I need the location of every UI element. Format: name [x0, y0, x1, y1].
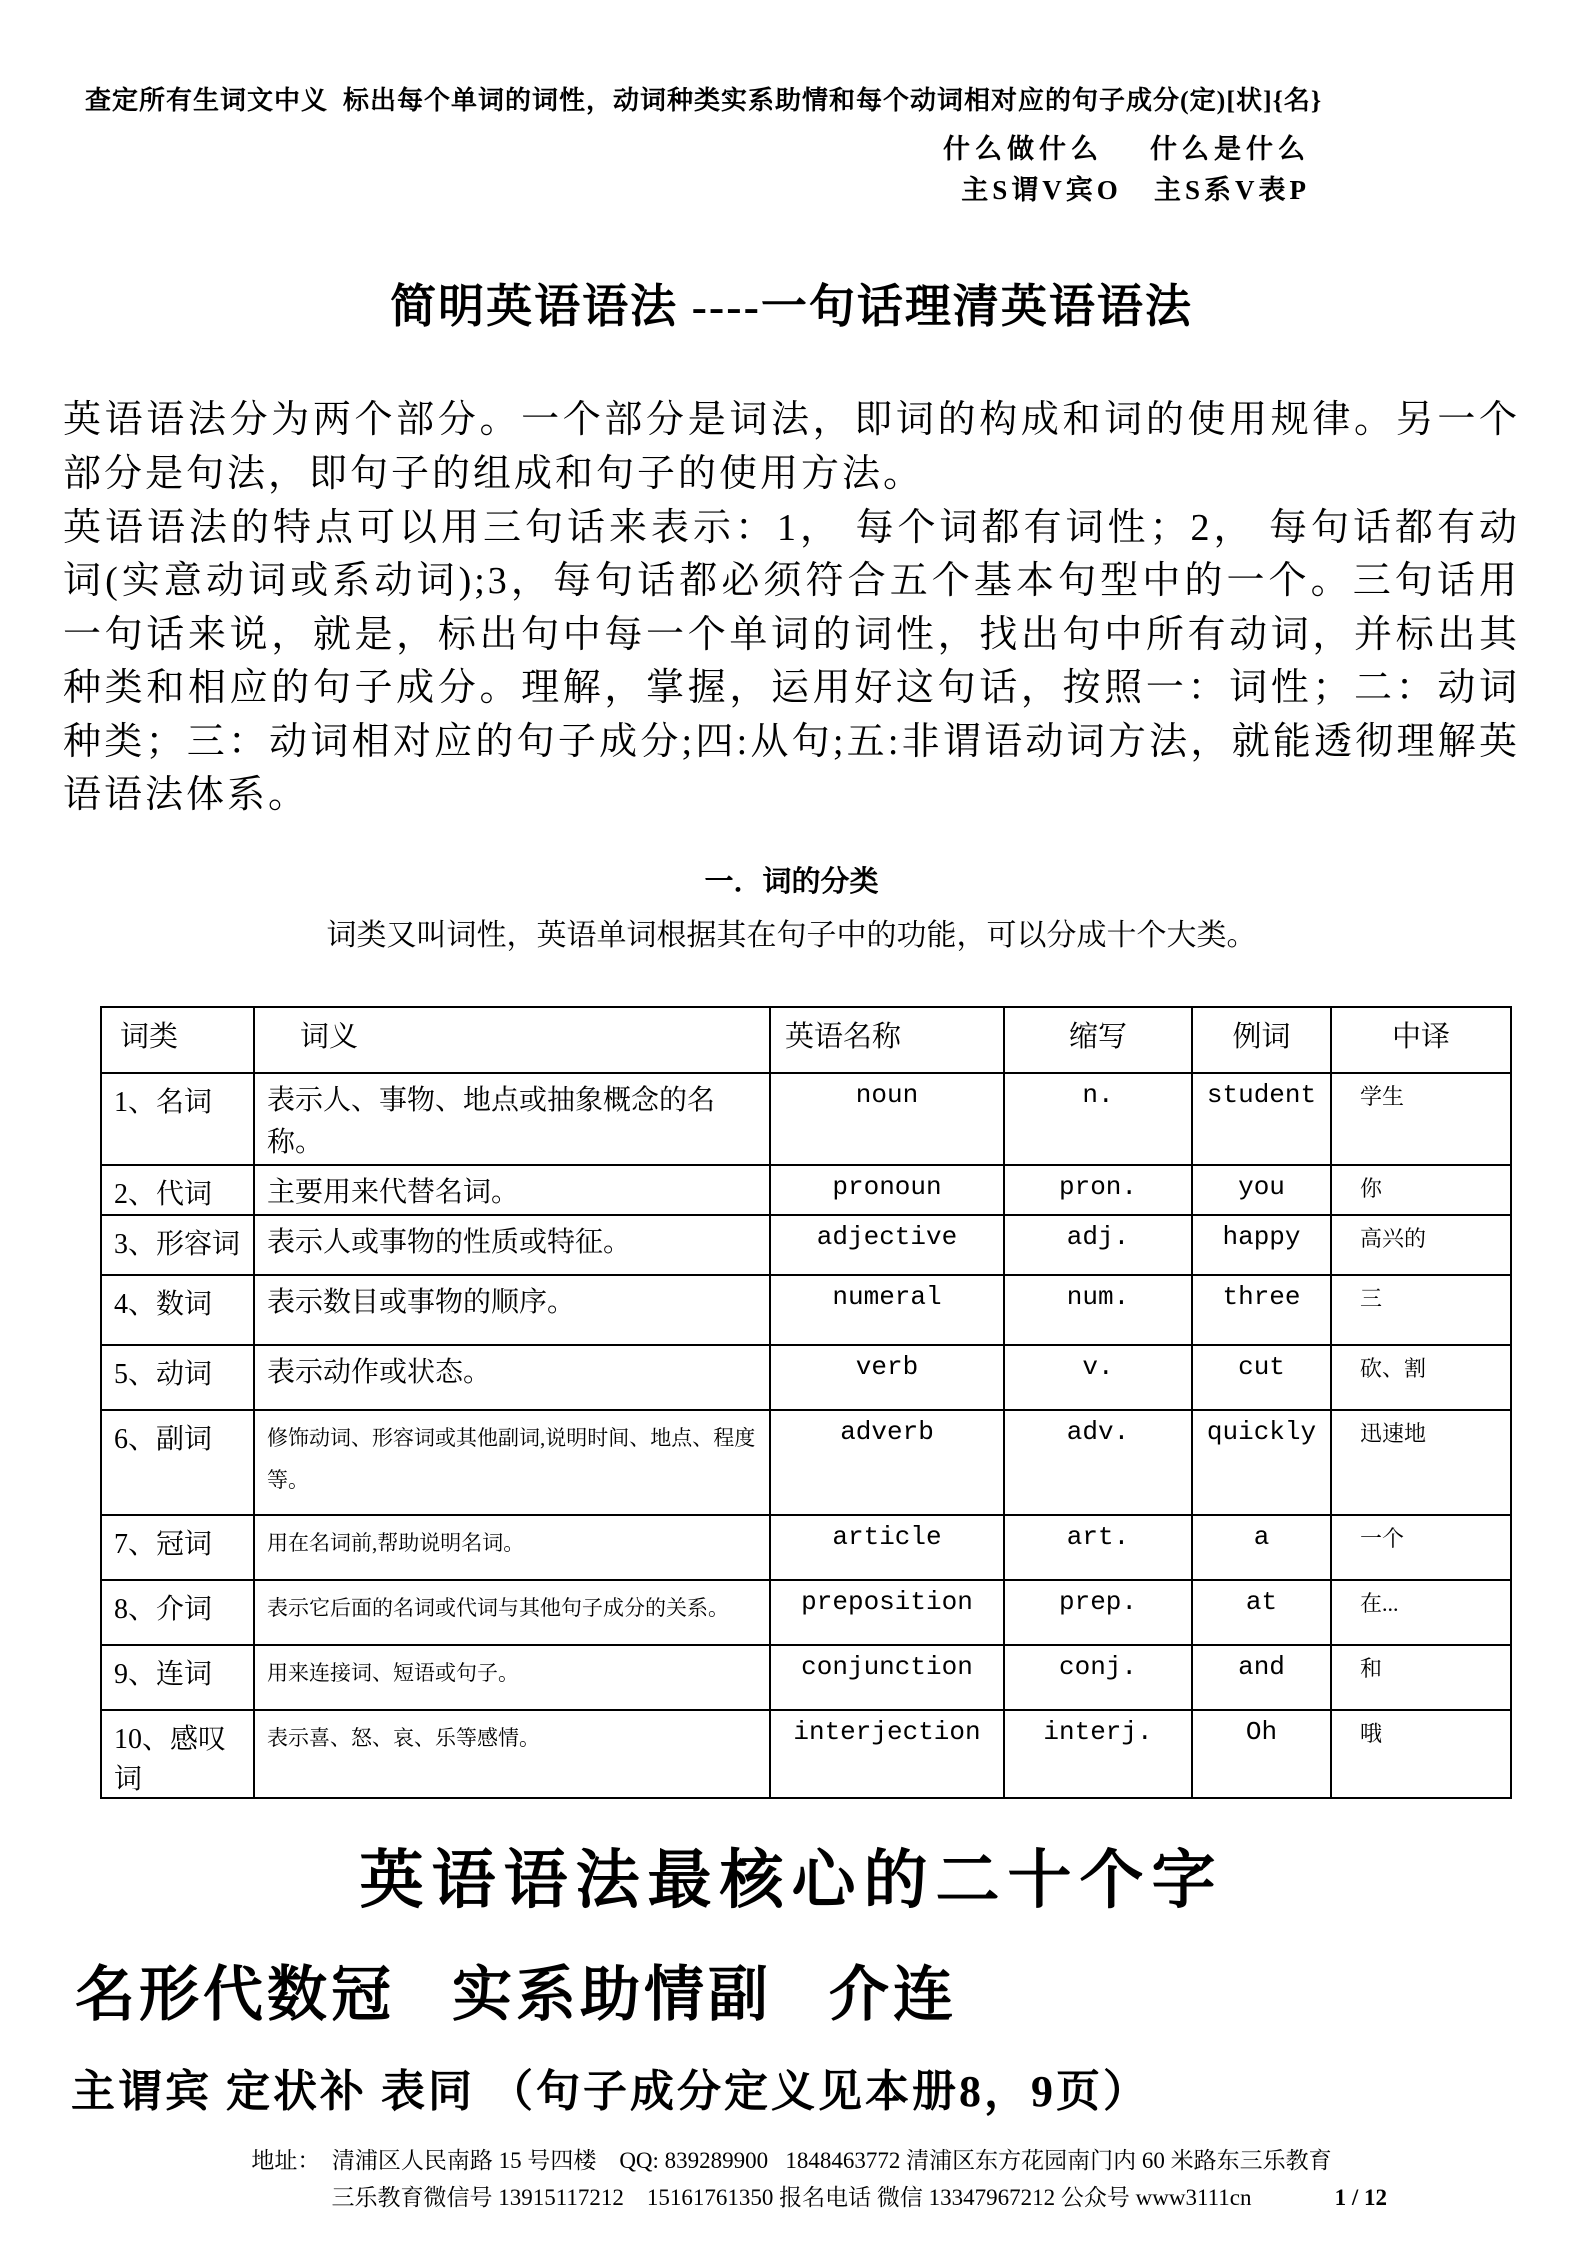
cell-abbreviation: adj. [1004, 1215, 1192, 1275]
table-row [101, 1165, 1511, 1215]
cell-chinese: 高兴的 [1331, 1215, 1511, 1275]
column-header-meaning: 词义 [254, 1007, 770, 1073]
page-title: 简明英语语法 ----一句话理清英语语法 [390, 281, 1193, 333]
intro-paragraph-2: 英语语法的特点可以用三句话来表示：1， 每个词都有词性；2， 每句话都有动词(实意动词或系动词);3，每句话都必须符合五个基本句型中的一个。三句话用一句话来说，就是，标出句中每一个单词的词性，找出句中所有动词，并标出其种类和相应的句子成分。理解，掌握，运用好这句话，按照一：词性；二：动词种类；三：动词相对应的句子成分;四:从句;五:非谓语动词方法，就能透彻理解英语语法体系。 [63, 506, 1520, 817]
section-heading: 一．词的分类 [704, 866, 879, 898]
cell-english-name: adjective [770, 1215, 1004, 1275]
cell-chinese: 你 [1331, 1165, 1511, 1215]
cell-chinese: 在... [1331, 1580, 1511, 1645]
cell-abbreviation: adv. [1004, 1410, 1192, 1515]
cell-example: Oh [1192, 1710, 1331, 1798]
cell-word-class: 10、感叹词 [101, 1710, 254, 1798]
intro-paragraph-1: 英语语法分为两个部分。一个部分是词法，即词的构成和词的使用规律。另一个部分是句法，即句子的组成和句子的使用方法。 [63, 399, 1520, 495]
table-row [101, 1345, 1511, 1410]
cell-example: cut [1192, 1345, 1331, 1410]
cell-example: a [1192, 1515, 1331, 1580]
cell-word-class: 4、数词 [101, 1275, 254, 1345]
cell-abbreviation: prep. [1004, 1580, 1192, 1645]
header-annotation-line2: 什么做什么 什么是什么 [943, 134, 1310, 165]
column-header-chinese: 中译 [1331, 1007, 1511, 1073]
cell-abbreviation: interj. [1004, 1710, 1192, 1798]
cell-meaning: 表示喜、怒、哀、乐等感情。 [254, 1710, 770, 1798]
cell-meaning: 表示数目或事物的顺序。 [254, 1275, 770, 1345]
cell-chinese: 和 [1331, 1645, 1511, 1710]
cell-english-name: noun [770, 1073, 1004, 1165]
cell-meaning: 修饰动词、形容词或其他副词,说明时间、地点、程度等。 [254, 1410, 770, 1515]
cell-chinese: 一个 [1331, 1515, 1511, 1580]
footer-contact-line [63, 2180, 1520, 2217]
cell-abbreviation: num. [1004, 1275, 1192, 1345]
header-annotation-block [63, 132, 1520, 208]
cell-example: and [1192, 1645, 1331, 1710]
cell-meaning: 主要用来代替名词。 [254, 1165, 770, 1215]
table-row [101, 1710, 1511, 1798]
page-footer [63, 2143, 1520, 2217]
cell-example: three [1192, 1275, 1331, 1345]
cell-word-class: 1、名词 [101, 1073, 254, 1165]
cell-word-class: 6、副词 [101, 1410, 254, 1515]
cell-example: you [1192, 1165, 1331, 1215]
section-subheading: 词类又叫词性，英语单词根据其在句子中的功能，可以分成十个大类。 [326, 919, 1257, 952]
parts-of-speech-table [100, 1006, 1512, 1799]
cell-chinese: 迅速地 [1331, 1410, 1511, 1515]
intro-paragraphs [63, 394, 1520, 823]
cell-meaning: 用来连接词、短语或句子。 [254, 1645, 770, 1710]
footer-contact-text: 三乐教育微信号 13915117212 15161761350 报名电话 微信 13347967212 公众号 www3111cn [331, 2184, 1252, 2210]
cell-chinese: 砍、割 [1331, 1345, 1511, 1410]
table-header-row [101, 1007, 1511, 1073]
table-row [101, 1410, 1511, 1515]
page-number: 1 / 12 [1334, 2184, 1387, 2210]
cell-abbreviation: v. [1004, 1345, 1192, 1410]
cell-english-name: preposition [770, 1580, 1004, 1645]
cell-meaning: 表示人或事物的性质或特征。 [254, 1215, 770, 1275]
table-row [101, 1580, 1511, 1645]
cell-abbreviation: art. [1004, 1515, 1192, 1580]
cell-abbreviation: n. [1004, 1073, 1192, 1165]
cell-word-class: 5、动词 [101, 1345, 254, 1410]
cell-meaning: 用在名词前,帮助说明名词。 [254, 1515, 770, 1580]
cell-word-class: 2、代词 [101, 1165, 254, 1215]
cell-chinese: 三 [1331, 1275, 1511, 1345]
cell-example: quickly [1192, 1410, 1331, 1515]
cell-english-name: pronoun [770, 1165, 1004, 1215]
cell-example: student [1192, 1073, 1331, 1165]
cell-english-name: interjection [770, 1710, 1004, 1798]
cell-word-class: 7、冠词 [101, 1515, 254, 1580]
cell-chinese: 哦 [1331, 1710, 1511, 1798]
core-twenty-line1: 名形代数冠 实系助情副 介连 [75, 1962, 957, 2028]
table-row [101, 1275, 1511, 1345]
cell-example: happy [1192, 1215, 1331, 1275]
footer-address-line: 地址： 清浦区人民南路 15 号四楼 QQ: 839289900 1848463772 清浦区东方花园南门内 60 米路东三乐教育 [251, 2148, 1332, 2173]
cell-example: at [1192, 1580, 1331, 1645]
column-header-example: 例词 [1192, 1007, 1331, 1073]
cell-english-name: adverb [770, 1410, 1004, 1515]
column-header-word-class: 词类 [101, 1007, 254, 1073]
cell-english-name: numeral [770, 1275, 1004, 1345]
table-row [101, 1515, 1511, 1580]
header-annotation-line1: 查定所有生词文中义 标出每个单词的词性，动词种类实系助情和每个动词相对应的句子成分(定)[状]{名} [85, 86, 1323, 115]
header-annotation-line3: 主S谓V宾O 主S系V表P [961, 175, 1310, 206]
cell-chinese: 学生 [1331, 1073, 1511, 1165]
cell-abbreviation: pron. [1004, 1165, 1192, 1215]
cell-english-name: verb [770, 1345, 1004, 1410]
core-twenty-line2: 主谓宾 定状补 表同 （句子成分定义见本册8，9页） [71, 2067, 1150, 2116]
cell-meaning: 表示人、事物、地点或抽象概念的名称。 [254, 1073, 770, 1165]
cell-abbreviation: conj. [1004, 1645, 1192, 1710]
cell-english-name: conjunction [770, 1645, 1004, 1710]
table-row [101, 1073, 1511, 1165]
cell-word-class: 3、形容词 [101, 1215, 254, 1275]
column-header-english-name: 英语名称 [770, 1007, 1004, 1073]
cell-english-name: article [770, 1515, 1004, 1580]
cell-meaning: 表示动作或状态。 [254, 1345, 770, 1410]
cell-meaning: 表示它后面的名词或代词与其他句子成分的关系。 [254, 1580, 770, 1645]
table-row [101, 1215, 1511, 1275]
table-row [101, 1645, 1511, 1710]
cell-word-class: 9、连词 [101, 1645, 254, 1710]
core-twenty-heading: 英语语法最核心的二十个字 [359, 1845, 1224, 1916]
cell-word-class: 8、介词 [101, 1580, 254, 1645]
column-header-abbreviation: 缩写 [1004, 1007, 1192, 1073]
